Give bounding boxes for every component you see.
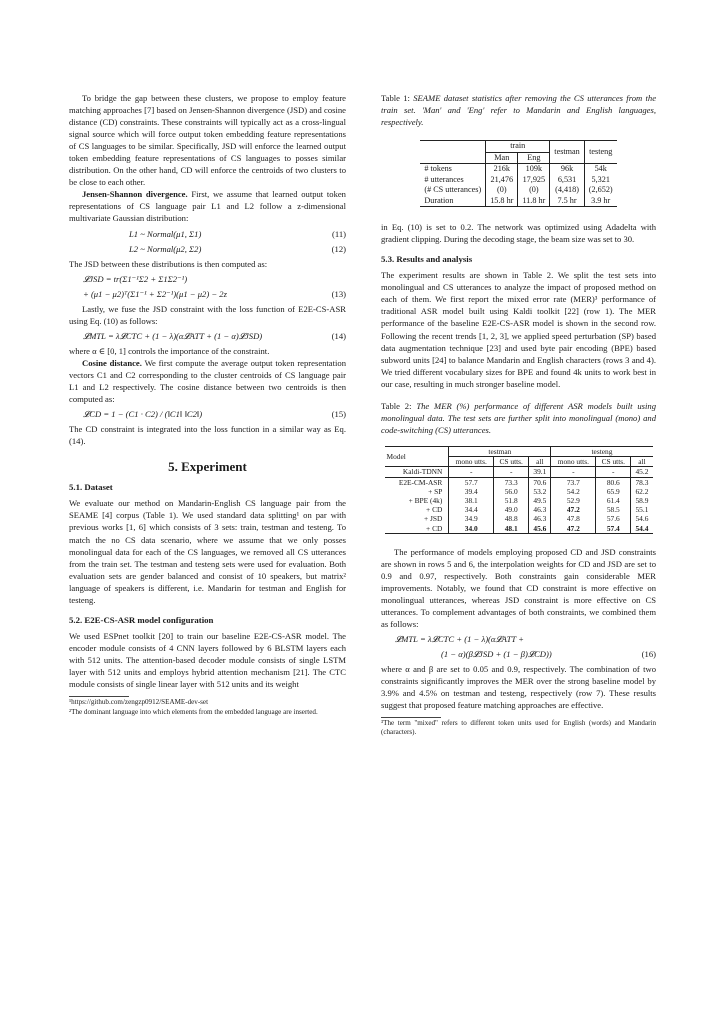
table-2-row: + CD 34.0 48.1 45.6 47.2 57.4 54.4 (385, 524, 653, 534)
table-1-row: # tokens 216k 109k 96k 54k (420, 164, 616, 175)
footnote-rule (69, 696, 129, 697)
table-2-row: Kaldi-TDNN - - 39.1 - - 45.2 (385, 467, 653, 477)
footnote-2: ²The dominant language into which elements from the embedded language are inserted. (69, 708, 318, 717)
equation-12: L2 ~ Normal(μ2, Σ2) (12) (129, 243, 346, 254)
table-1: train testman testeng Man Eng # tokens 216k 109k 96k 54k # utterances 21,476 17,925 6,531 5,321 (# CS utterances) (0) (0) (4,418) (2,652) Duration 15.8 hr 11.8 hr 7.5 hr 3.9 hr (420, 140, 616, 207)
final-paragraph: where α and β are set to 0.05 and 0.9, respectively. The combination of two constraints significantly improves the MER over the strong baseline model by 3.9% and 4.5% on testman and testeng, respectively (row 7). These results suggest that proposed feature matching approaches are effective. (381, 664, 656, 711)
intro-paragraph: To bridge the gap between these clusters, we propose to employ feature matching approaches [7] based on Jensen-Shannon divergence (JSD) and cosine distance (CD) constraints. These constraints will typically act as a cross-lingual signal source which will force output token embedding feature representations of CS languages to be similar. Specifically, JSD will enforce the learned output token embedding feature representations of CS languages to posses similar distribution. On the other hand, CD will enforce the centroids of two clusters to be close to each other. (69, 93, 346, 188)
results-paragraph: The experiment results are shown in Table 2. We split the test sets into monolingual and CS utterances to analyze the impact of proposed method on each of them. We first report the mixed error rate (MER)³ performance of traditional ASR model built using Kaldi toolkit [22] (row 1). The MER performance of the baseline E2E-CS-ASR model is shown in the second row. Following the recent trends [1, 2, 3], we applied speed perturbation (SP) based data augmentation technique [23] and used byte pair encoding (BPE) based subword units [24] to balance Mandarin and English characters (rows 3 and 4). We tried different vocabulary sizes for BPE and found 4k units to work best in our case, resulting in much stronger baseline model. (381, 270, 656, 389)
footnote-3: ³The term "mixed" refers to different token units used for English (words) and Mandarin (characters). (381, 719, 656, 737)
table-2: Model testman testeng mono utts. CS utts. all mono utts. CS utts. all Kaldi-TDNN - - 39.1 - - 45.2 E2E-CM-ASR 57.7 73.3 70.6 73.7 80.6 78.3 + SP 39.4 56.0 53.2 54.2 65.9 62.2 + BPE (4k) 38.1 51.8 49.5 52.9 61.4 58.9 + CD 34.4 49.0 46.3 47.2 58.5 55.1 + JSD 34.9 48.8 46.3 47.8 57.6 54.6 + CD 34.0 48.1 45.6 47.2 57.4 54.4 (385, 446, 653, 534)
continuation-paragraph: in Eq. (10) is set to 0.2. The network was optimized using Adadelta with gradient clipping. During the decoding stage, the beam size was set to 30. (381, 222, 656, 245)
config-paragraph: We used ESPnet toolkit [20] to train our baseline E2E-CS-ASR model. The encoder module consists of 4 CNN layers followed by 6 BLSTM layers each with 512 units. The attention-based decoder module consists of single LSTM layer with 512 units and employs hybrid attention mechanism [21]. The CTC module consists of single linear layer with 512 units and its weight (69, 630, 346, 690)
footnote-rule (381, 717, 441, 718)
table-2-row: + SP 39.4 56.0 53.2 54.2 65.9 62.2 (385, 487, 653, 496)
jsd-computed-text: The JSD between these distributions is then computed as: (69, 258, 268, 269)
table-1-caption: Table 1: SEAME dataset statistics after removing the CS utterances from the train set. 'Man' and 'Eng' refer to Mandarin and English languages, respectively. (381, 93, 657, 128)
equation-13-line1: 𝓛JSD = tr(Σ1⁻¹Σ2 + Σ1Σ2⁻¹) (83, 273, 188, 284)
table-2-row: + BPE (4k) 38.1 51.8 49.5 52.9 61.4 58.9 (385, 496, 653, 505)
cosine-title: Cosine distance. (82, 357, 142, 368)
performance-paragraph: The performance of models employing proposed CD and JSD constraints are shown in rows 5 and 6, the interpolation weights for CD and JSD are set to 0.9 and 0.97, respectively. Both constraints gain considerable MER improvements. Notably, we found that CD constraint is more effective on monolingual utterances, whereas JSD constraint is more effective on CS utterances. To complement advantages of both constraints, we combined them as follows: (381, 546, 656, 629)
section-5-heading: 5. Experiment (168, 459, 247, 475)
alpha-text: where α ∈ [0, 1] controls the importance of the constraint. (69, 345, 270, 356)
fuse-paragraph: Lastly, we fuse the JSD constraint with the loss function of E2E-CS-ASR using Eq. (10) as follows: (69, 303, 346, 326)
section-5-1-heading: 5.1. Dataset (69, 482, 113, 493)
equation-13-line2: + (μ1 − μ2)ᵀ(Σ1⁻¹ + Σ2⁻¹)(μ1 − μ2) − 2z (13) (83, 288, 346, 299)
footnote-1: ¹https://github.com/zengzp0912/SEAME-dev-set (69, 698, 209, 707)
table-1-row: # utterances 21,476 17,925 6,531 5,321 (420, 175, 616, 186)
table-2-caption: Table 2: The MER (%) performance of different ASR models built using monolingual data. The test sets are further split into monolingual (mono) and code-switching (CS) utterances. (381, 400, 657, 435)
jsd-text: First, we assume that learned output token representations of CS language pair L1 and L2 follow a z-dimensional multivariate Gaussian distribution: (69, 189, 346, 224)
table-2-row: + CD 34.4 49.0 46.3 47.2 58.5 55.1 (385, 505, 653, 514)
cd-text: The CD constraint is integrated into the loss function in a similar way as Eq. (14). (69, 424, 346, 447)
cosine-paragraph: Cosine distance. We first compute the average output token representation vectors C1 and C2 corresponding to the cluster centroids of CS language pair L1 and L2 respectively. The cosine distance between two centroids is then computed as: (69, 357, 346, 405)
section-5-3-heading: 5.3. Results and analysis (381, 254, 473, 265)
equation-16-line1: 𝓛MTL = λ𝓛CTC + (1 − λ)(α𝓛ATT + (395, 634, 524, 645)
left-column (69, 92, 346, 718)
table-2-row: + JSD 34.9 48.8 46.3 47.8 57.6 54.6 (385, 514, 653, 523)
jsd-paragraph (69, 188, 346, 224)
equation-11: L1 ~ Normal(μ1, Σ1) (11) (129, 228, 346, 239)
jsd-title: Jensen-Shannon divergence. (82, 189, 188, 200)
table-1-row: (# CS utterances) (0) (0) (4,418) (2,652) (420, 185, 616, 196)
equation-14: 𝓛MTL = λ𝓛CTC + (1 − λ)(α𝓛ATT + (1 − α)𝓛JSD) (14) (83, 330, 346, 341)
equation-15: 𝓛CD = 1 − (C1 · C2) / (‖C1‖ ‖C2‖) (15) (83, 409, 346, 420)
table-1-row: Duration 15.8 hr 11.8 hr 7.5 hr 3.9 hr (420, 196, 616, 207)
right-column (381, 92, 656, 738)
dataset-paragraph: We evaluate our method on Mandarin-English CS language pair from the SEAME [4] corpus (Table 1). We used standard data splitting¹ on par with previous works [1, 6] which consists of 3 sets: train, testman and testeng. To match the no CS data scenario, where we assume that we only posses monolingual data for each of the CS languages, we removed all CS utterances from the train set. The testman and testeng sets were used for evaluation. Both evaluation sets are gender balanced and consist of 10 speakers, but matrix² language of speakers is different, i.e. Mandarin for testman and English for testeng. (69, 498, 346, 605)
equation-16-line2: (1 − α)(β𝓛JSD + (1 − β)𝓛CD)) (16) (441, 649, 656, 660)
table-2-row: E2E-CM-ASR 57.7 73.3 70.6 73.7 80.6 78.3 (385, 477, 653, 487)
section-5-2-heading: 5.2. E2E-CS-ASR model configuration (69, 614, 214, 625)
